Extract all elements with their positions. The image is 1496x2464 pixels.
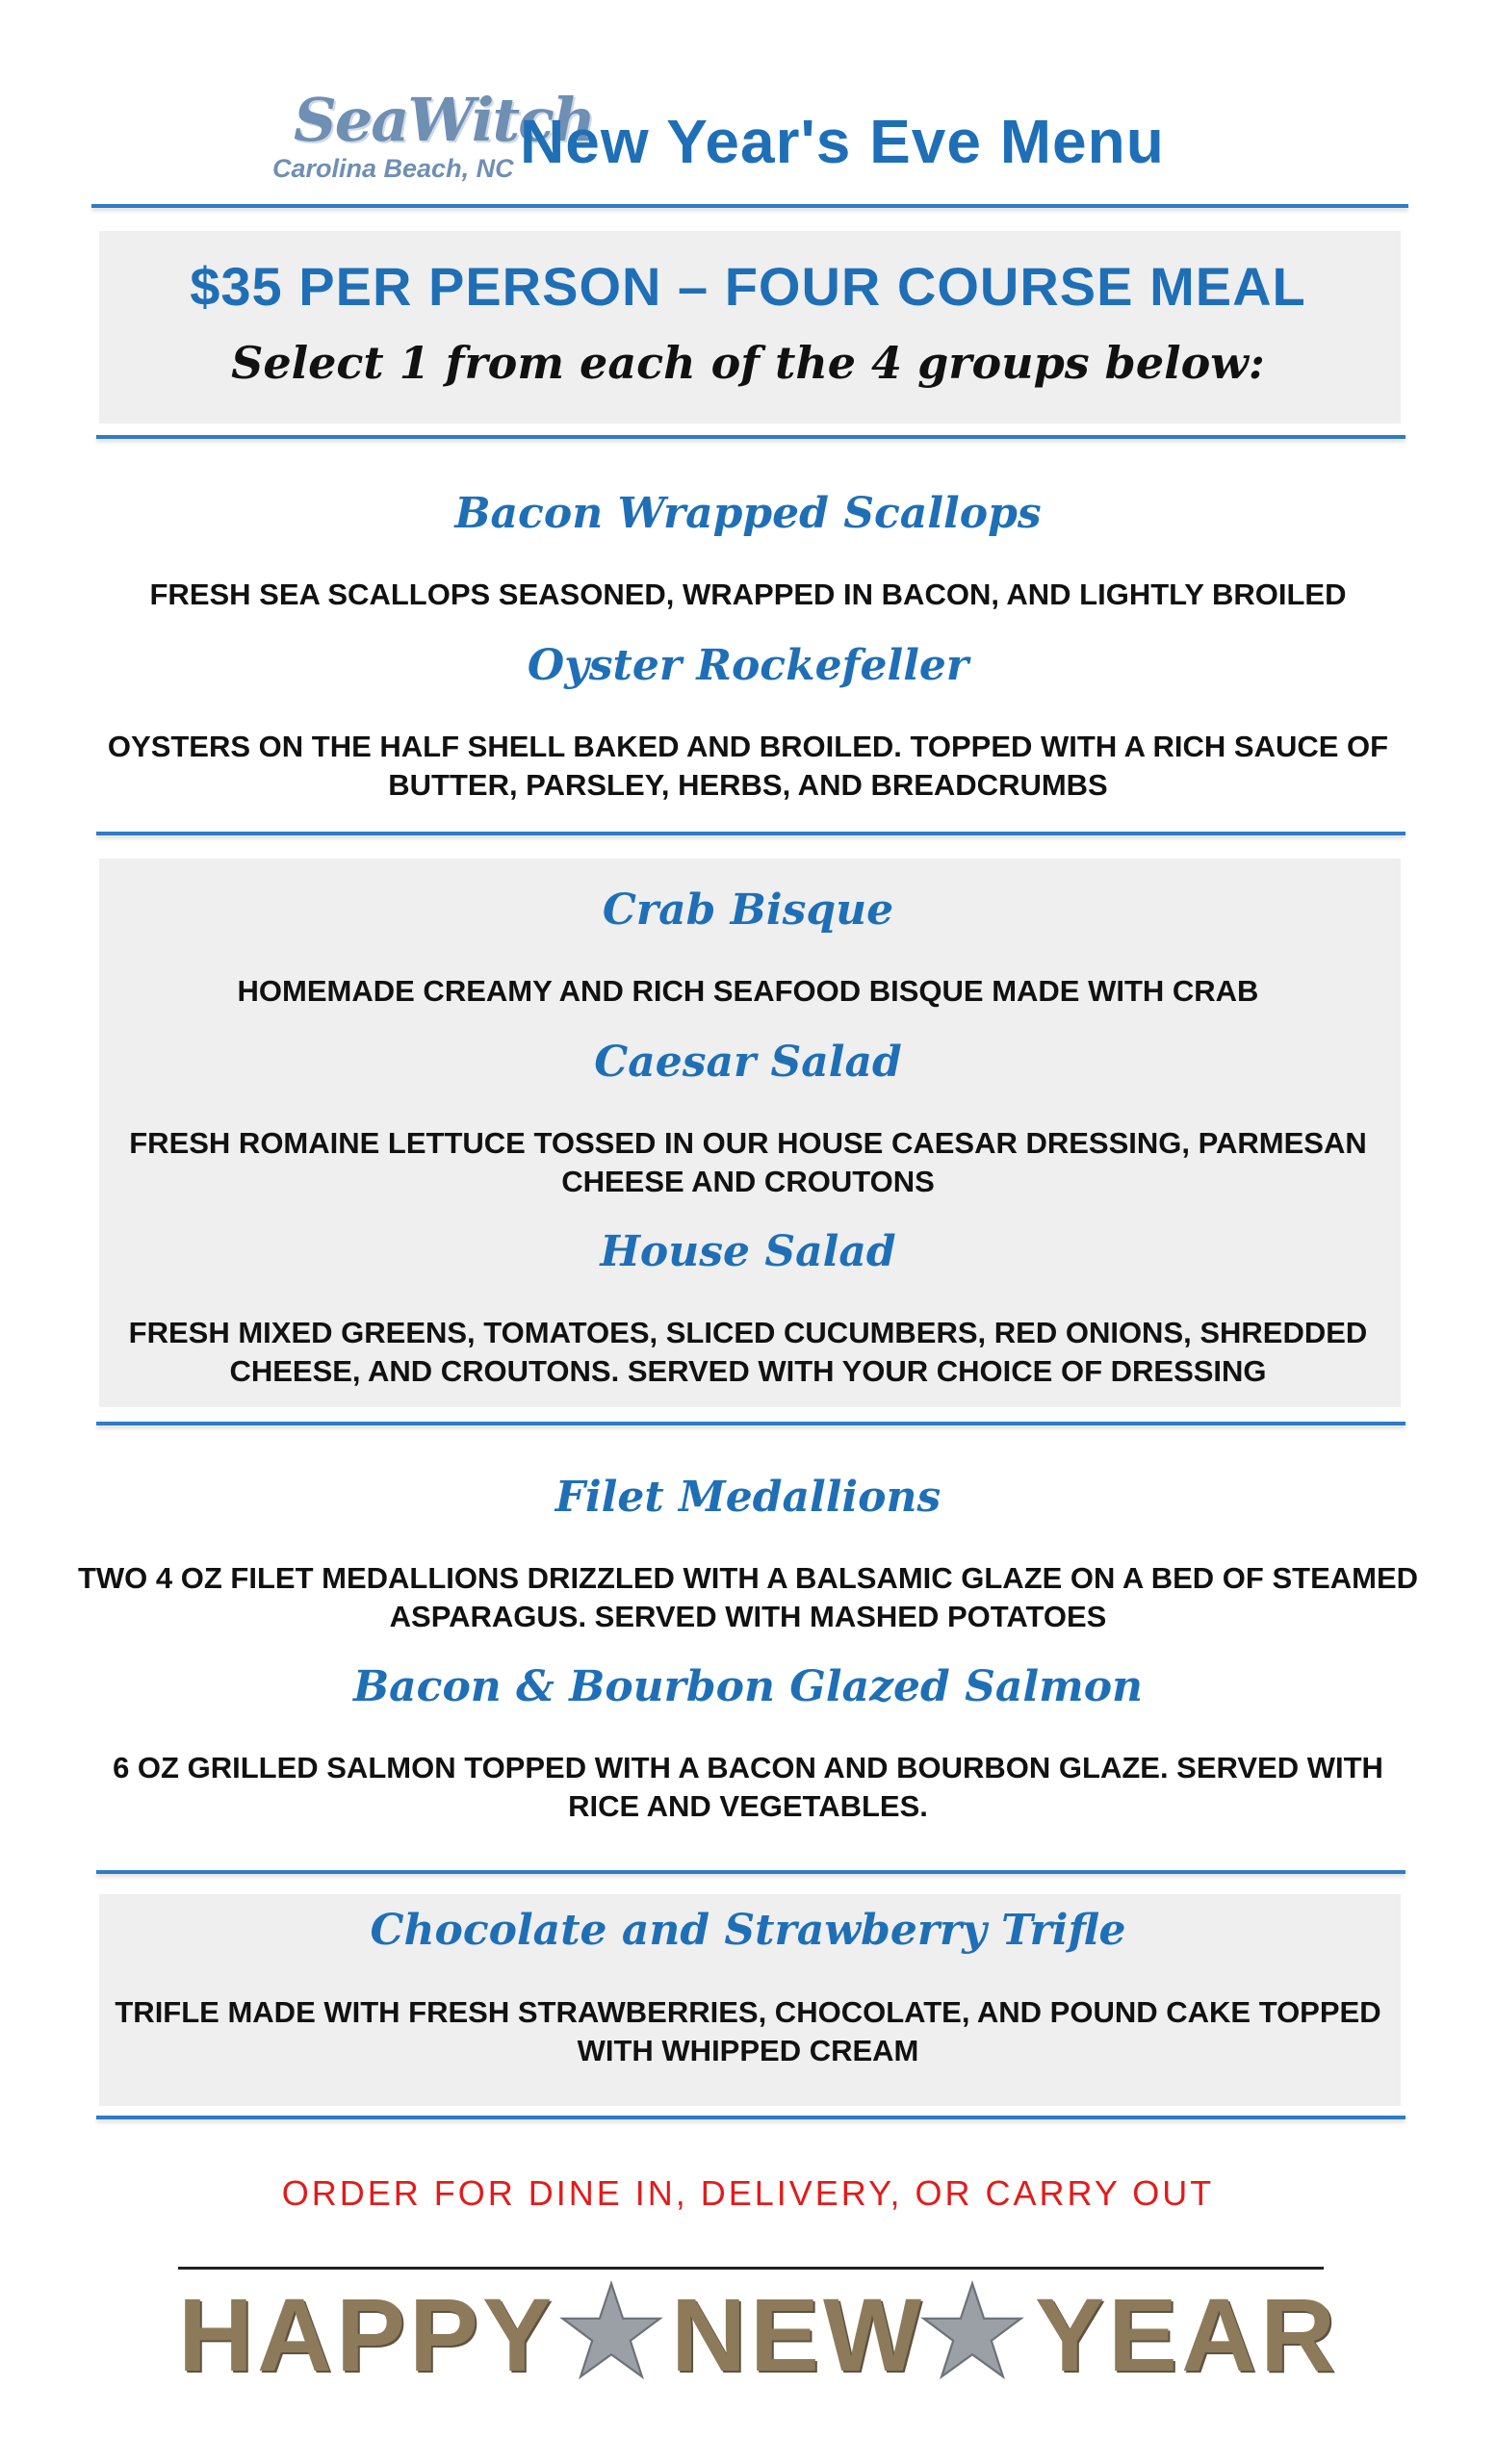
price-line: $35 PER PERSON – FOUR COURSE MEAL bbox=[190, 256, 1306, 317]
banner-word-happy: HAPPY bbox=[178, 2276, 556, 2393]
star-icon bbox=[919, 2278, 1025, 2384]
item-description: FRESH MIXED GREENS, TOMATOES, SLICED CUCUMBERS, RED ONIONS, SHREDDED CHEESE, AND CROUTONS. SERVED WITH YOUR CHOICE OF DRESSING bbox=[128, 1316, 1368, 1388]
banner-string bbox=[178, 2267, 1324, 2270]
instruction-line: Select 1 from each of the 4 groups below: bbox=[231, 337, 1265, 389]
item-name: House Salad bbox=[600, 1227, 896, 1276]
star-icon bbox=[558, 2278, 664, 2384]
divider bbox=[96, 435, 1406, 439]
menu-header bbox=[0, 0, 1496, 212]
item-name: Oyster Rockefeller bbox=[527, 641, 969, 690]
item-name: Crab Bisque bbox=[602, 886, 894, 935]
happy-new-year-banner bbox=[178, 2257, 1340, 2401]
item-description: FRESH SEA SCALLOPS SEASONED, WRAPPED IN BACON, AND LIGHTLY BROILED bbox=[149, 578, 1347, 611]
page-title: New Year's Eve Menu bbox=[520, 107, 1165, 176]
logo-location: Carolina Beach, NC bbox=[272, 154, 514, 183]
banner-word-new: NEW bbox=[671, 2276, 925, 2393]
order-note: ORDER FOR DINE IN, DELIVERY, OR CARRY OUT bbox=[281, 2173, 1215, 2213]
item-name: Chocolate and Strawberry Trifle bbox=[370, 1906, 1126, 1955]
divider bbox=[96, 1422, 1406, 1425]
item-description: OYSTERS ON THE HALF SHELL BAKED AND BROILED. TOPPED WITH A RICH SAUCE OF BUTTER, PARSLEY, HERBS, AND BREADCRUMBS bbox=[107, 730, 1389, 802]
item-name: Caesar Salad bbox=[594, 1038, 902, 1087]
item-name: Bacon & Bourbon Glazed Salmon bbox=[352, 1662, 1144, 1711]
divider bbox=[96, 832, 1406, 835]
seawitch-logo bbox=[265, 85, 594, 200]
item-name: Bacon Wrapped Scallops bbox=[454, 489, 1042, 538]
item-description: TRIFLE MADE WITH FRESH STRAWBERRIES, CHOCOLATE, AND POUND CAKE TOPPED WITH WHIPPED CREAM bbox=[115, 1995, 1381, 2067]
divider bbox=[96, 2116, 1406, 2119]
item-name: Filet Medallions bbox=[555, 1473, 941, 1522]
divider bbox=[96, 1870, 1406, 1874]
item-description: HOMEMADE CREAMY AND RICH SEAFOOD BISQUE MADE WITH CRAB bbox=[237, 974, 1259, 1008]
logo-script: SeaWitch bbox=[294, 85, 594, 155]
header-divider bbox=[91, 204, 1408, 208]
banner-word-year: YEAR bbox=[1035, 2276, 1340, 2393]
item-description: FRESH ROMAINE LETTUCE TOSSED IN OUR HOUSE CAESAR DRESSING, PARMESAN CHEESE AND CROUTONS bbox=[129, 1126, 1367, 1198]
item-description: 6 OZ GRILLED SALMON TOPPED WITH A BACON AND BOURBON GLAZE. SERVED WITH RICE AND VEGETABLES. bbox=[113, 1751, 1383, 1823]
item-description: TWO 4 OZ FILET MEDALLIONS DRIZZLED WITH A BALSAMIC GLAZE ON A BED OF STEAMED ASPARAGUS. SERVED WITH MASHED POTATOES bbox=[77, 1561, 1419, 1633]
